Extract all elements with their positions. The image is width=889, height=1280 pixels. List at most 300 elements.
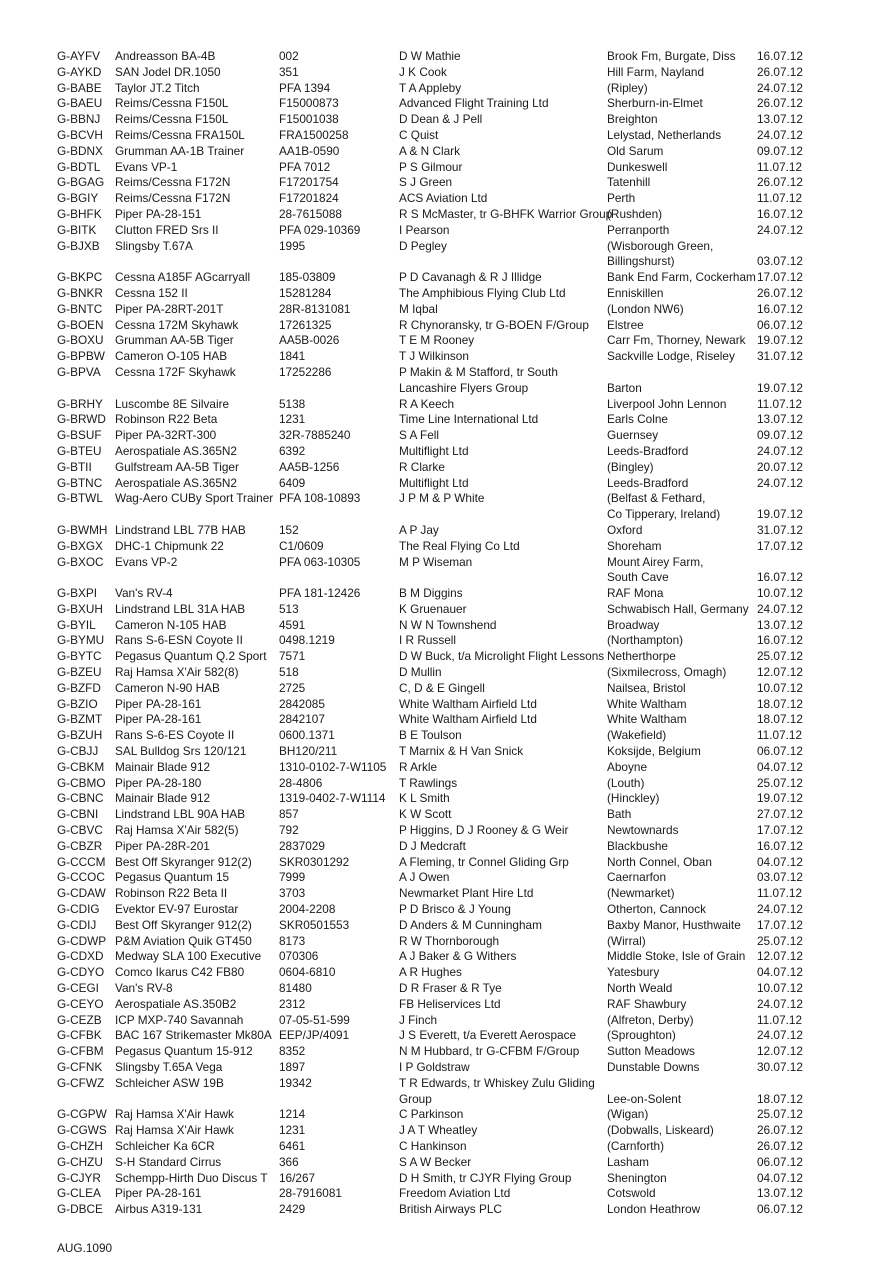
aircraft-type-cell: Raj Hamsa X'Air Hawk xyxy=(115,1107,234,1122)
location-cell: Nailsea, Bristol xyxy=(607,680,686,695)
location-cell: Perranporth xyxy=(607,222,670,237)
location-cell: Mount Airey Farm, South Cave xyxy=(607,554,704,585)
construction-number-cell: 17252286 xyxy=(279,364,332,379)
table-row xyxy=(57,665,817,681)
aircraft-type-cell: SAN Jodel DR.1050 xyxy=(115,64,221,79)
owner-cell: Newmarket Plant Hire Ltd xyxy=(399,886,534,901)
location-cell: London Heathrow xyxy=(607,1202,701,1217)
registration-cell: G-BZMT xyxy=(57,712,103,727)
location-cell: (Alfreton, Derby) xyxy=(607,1012,694,1027)
aircraft-type-cell: Airbus A319-131 xyxy=(115,1202,203,1217)
location-cell: (Bingley) xyxy=(607,459,654,474)
location-cell: Lee-on-Solent xyxy=(607,1091,682,1106)
table-row xyxy=(57,712,817,728)
construction-number-cell: 5138 xyxy=(279,396,306,411)
aircraft-type-cell: Robinson R22 Beta xyxy=(115,412,218,427)
registration-cell: G-BXGX xyxy=(57,538,103,553)
table-row xyxy=(57,239,817,271)
location-cell: Sutton Meadows xyxy=(607,1044,695,1059)
owner-cell: N W N Townshend xyxy=(399,617,497,632)
registration-cell: G-BKPC xyxy=(57,270,103,285)
location-cell: Liverpool John Lennon xyxy=(607,396,727,411)
registration-cell: G-BWMH xyxy=(57,522,108,537)
location-cell: Koksijde, Belgium xyxy=(607,744,701,759)
date-cell: 06.07.12 xyxy=(757,317,803,332)
table-row xyxy=(57,791,817,807)
location-cell: (Rushden) xyxy=(607,206,663,221)
aircraft-type-cell: Cameron N-105 HAB xyxy=(115,617,227,632)
table-row xyxy=(57,728,817,744)
construction-number-cell: BH120/211 xyxy=(279,744,338,759)
aircraft-type-cell: Grumman AA-5B Tiger xyxy=(115,333,234,348)
construction-number-cell: AA5B-1256 xyxy=(279,459,340,474)
location-cell: Middle Stoke, Isle of Grain xyxy=(607,949,746,964)
registration-cell: G-BRHY xyxy=(57,396,103,411)
date-cell: 10.07.12 xyxy=(757,586,803,601)
table-row xyxy=(57,318,817,334)
table-row xyxy=(57,349,817,365)
table-row xyxy=(57,997,817,1013)
owner-cell: Time Line International Ltd xyxy=(399,412,539,427)
registration-cell: G-CDAW xyxy=(57,886,106,901)
construction-number-cell: 32R-7885240 xyxy=(279,428,351,443)
location-cell: (Wirral) xyxy=(607,933,646,948)
owner-cell: C Quist xyxy=(399,127,439,142)
date-cell: 17.07.12 xyxy=(757,270,803,285)
date-cell: 18.07.12 xyxy=(757,696,803,711)
location-cell: RAF Mona xyxy=(607,586,664,601)
construction-number-cell: F15000873 xyxy=(279,96,339,111)
table-row xyxy=(57,744,817,760)
table-row xyxy=(57,207,817,223)
construction-number-cell: F15001038 xyxy=(279,112,339,127)
registration-cell: G-BSUF xyxy=(57,428,102,443)
construction-number-cell: 1319-0402-7-W1114 xyxy=(279,791,386,806)
date-cell: 25.07.12 xyxy=(757,933,803,948)
date-cell: 17.07.12 xyxy=(757,917,803,932)
location-cell: Tatenhill xyxy=(607,175,651,190)
date-cell: 11.07.12 xyxy=(757,191,803,206)
owner-cell: R W Thornborough xyxy=(399,933,500,948)
owner-cell: B E Toulson xyxy=(399,728,462,743)
owner-cell: T Marnix & H Van Snick xyxy=(399,744,524,759)
registration-cell: G-BYMU xyxy=(57,633,105,648)
date-cell: 25.07.12 xyxy=(757,1107,803,1122)
date-cell: 04.07.12 xyxy=(757,1170,803,1185)
date-cell: 13.07.12 xyxy=(757,617,803,632)
table-row xyxy=(57,1044,817,1060)
construction-number-cell: 1897 xyxy=(279,1060,306,1074)
location-cell: Otherton, Cannock xyxy=(607,902,707,917)
table-row xyxy=(57,697,817,713)
aircraft-type-cell: Raj Hamsa X'Air 582(5) xyxy=(115,823,239,838)
date-cell: 26.07.12 xyxy=(757,96,803,111)
aircraft-type-cell: Luscombe 8E Silvaire xyxy=(115,396,230,411)
registration-cell: G-CGPW xyxy=(57,1107,107,1122)
registration-cell: G-BNKR xyxy=(57,285,103,300)
date-cell: 24.07.12 xyxy=(757,80,803,95)
aircraft-type-cell: Cessna A185F AGcarryall xyxy=(115,270,251,285)
construction-number-cell: 1310-0102-7-W1105 xyxy=(279,759,387,774)
aircraft-type-cell: Reims/Cessna F172N xyxy=(115,191,231,206)
date-cell: 12.07.12 xyxy=(757,665,803,680)
registration-cell: G-BZUH xyxy=(57,728,103,743)
date-cell: 26.07.12 xyxy=(757,175,803,190)
registration-cell: G-BZIO xyxy=(57,696,98,711)
registration-cell: G-BXUH xyxy=(57,601,103,616)
aircraft-type-cell: Reims/Cessna FRA150L xyxy=(115,127,245,142)
table-row xyxy=(57,1028,817,1044)
construction-number-cell: 002 xyxy=(279,49,299,63)
registration-cell: G-CEZB xyxy=(57,1012,102,1027)
owner-cell: P S Gilmour xyxy=(399,159,463,174)
aircraft-type-cell: Reims/Cessna F150L xyxy=(115,112,229,127)
location-cell: Lelystad, Netherlands xyxy=(607,127,722,142)
owner-cell: P D Cavanagh & R J Illidge xyxy=(399,270,542,285)
table-row xyxy=(57,807,817,823)
owner-cell: C Parkinson xyxy=(399,1107,464,1122)
table-row xyxy=(57,902,817,918)
registration-cell: G-BJXB xyxy=(57,238,100,253)
registration-cell: G-BTWL xyxy=(57,491,103,506)
construction-number-cell: FRA1500258 xyxy=(279,127,349,142)
registration-cell: G-BABE xyxy=(57,80,102,95)
location-cell: Dunstable Downs xyxy=(607,1060,700,1074)
construction-number-cell: 6392 xyxy=(279,443,306,458)
construction-number-cell: 07-05-51-599 xyxy=(279,1012,350,1027)
date-cell: 31.07.12 xyxy=(757,522,803,537)
location-cell: Lasham xyxy=(607,1154,649,1169)
construction-number-cell: 2429 xyxy=(279,1202,306,1217)
table-row xyxy=(57,681,817,697)
location-cell: Old Sarum xyxy=(607,143,664,158)
location-cell: Brook Fm, Burgate, Diss xyxy=(607,49,736,63)
table-row xyxy=(57,144,817,160)
aircraft-type-cell: Piper PA-28-161 xyxy=(115,1186,202,1201)
date-cell: 27.07.12 xyxy=(757,807,803,822)
owner-cell: The Real Flying Co Ltd xyxy=(399,538,520,553)
date-cell: 24.07.12 xyxy=(757,222,803,237)
aircraft-type-cell: P&M Aviation Quik GT450 xyxy=(115,933,252,948)
table-row xyxy=(57,776,817,792)
owner-cell: ACS Aviation Ltd xyxy=(399,191,488,206)
table-row xyxy=(57,1123,817,1139)
date-cell: 06.07.12 xyxy=(757,1202,803,1217)
table-row xyxy=(57,223,817,239)
aircraft-type-cell: Cessna 152 II xyxy=(115,285,188,300)
table-row xyxy=(57,81,817,97)
construction-number-cell: 366 xyxy=(279,1154,299,1169)
owner-cell: R Clarke xyxy=(399,459,445,474)
construction-number-cell: 1231 xyxy=(279,1123,306,1138)
aircraft-type-cell: Raj Hamsa X'Air Hawk xyxy=(115,1123,234,1138)
aircraft-type-cell: Cessna 172F Skyhawk xyxy=(115,364,236,379)
location-cell: Broadway xyxy=(607,617,660,632)
construction-number-cell: 0498.1219 xyxy=(279,633,335,648)
location-cell: (Sixmilecross, Omagh) xyxy=(607,665,727,680)
table-row xyxy=(57,412,817,428)
owner-cell: P Higgins, D J Rooney & G Weir xyxy=(399,823,569,838)
owner-cell: J K Cook xyxy=(399,64,447,79)
registration-cell: G-BPBW xyxy=(57,349,105,364)
table-row xyxy=(57,965,817,981)
date-cell: 24.07.12 xyxy=(757,601,803,616)
table-row xyxy=(57,191,817,207)
owner-cell: P Makin & M Stafford, tr South Lancashire Flyers Group xyxy=(399,364,558,395)
construction-number-cell: F17201824 xyxy=(279,191,339,206)
owner-cell: R A Keech xyxy=(399,396,455,411)
date-cell: 17.07.12 xyxy=(757,538,803,553)
date-cell: 11.07.12 xyxy=(757,886,803,901)
construction-number-cell: 81480 xyxy=(279,981,312,996)
location-cell: (Louth) xyxy=(607,775,645,790)
table-row xyxy=(57,981,817,997)
date-cell: 06.07.12 xyxy=(757,744,803,759)
aircraft-type-cell: Mainair Blade 912 xyxy=(115,791,211,806)
location-cell: White Waltham xyxy=(607,696,687,711)
owner-cell: P D Brisco & J Young xyxy=(399,902,511,917)
registration-cell: G-CDWP xyxy=(57,933,107,948)
table-row xyxy=(57,934,817,950)
registration-cell: G-BHFK xyxy=(57,206,102,221)
location-cell: Bank End Farm, Cockerham xyxy=(607,270,756,285)
registration-cell: G-BXOC xyxy=(57,554,104,569)
aircraft-type-cell: Cameron N-90 HAB xyxy=(115,680,220,695)
owner-cell: N M Hubbard, tr G-CFBM F/Group xyxy=(399,1044,580,1059)
owner-cell: D Anders & M Cunningham xyxy=(399,917,542,932)
registration-cell: G-BITK xyxy=(57,222,97,237)
owner-cell: D Pegley xyxy=(399,238,447,253)
construction-number-cell: 28R-8131081 xyxy=(279,301,351,316)
table-row xyxy=(57,618,817,634)
registration-cell: G-CBNC xyxy=(57,791,104,806)
location-cell: Sherburn-in-Elmet xyxy=(607,96,703,111)
owner-cell: T R Edwards, tr Whiskey Zulu Gliding Group xyxy=(399,1075,595,1106)
date-cell: 06.07.12 xyxy=(757,1154,803,1169)
aircraft-type-cell: Piper PA-28-161 xyxy=(115,712,202,727)
date-cell: 04.07.12 xyxy=(757,759,803,774)
location-cell: RAF Shawbury xyxy=(607,996,687,1011)
construction-number-cell: 351 xyxy=(279,64,299,79)
construction-number-cell: 2842107 xyxy=(279,712,325,727)
table-row xyxy=(57,1202,817,1218)
owner-cell: D W Buck, t/a Microlight Flight Lessons xyxy=(399,649,605,664)
owner-cell: J A T Wheatley xyxy=(399,1123,478,1138)
location-cell: Schwabisch Hall, Germany xyxy=(607,601,749,616)
registration-cell: G-CFBM xyxy=(57,1044,104,1059)
registration-cell: G-BPVA xyxy=(57,364,101,379)
table-row xyxy=(57,491,817,523)
table-row xyxy=(57,270,817,286)
table-row xyxy=(57,649,817,665)
aircraft-type-cell: Van's RV-8 xyxy=(115,981,173,996)
table-row xyxy=(57,1107,817,1123)
aircraft-type-cell: Evektor EV-97 Eurostar xyxy=(115,902,239,917)
aircraft-type-cell: Slingsby T.67A xyxy=(115,238,193,253)
aircraft-type-cell: Schleicher Ka 6CR xyxy=(115,1138,215,1153)
date-cell: 26.07.12 xyxy=(757,1123,803,1138)
table-row xyxy=(57,65,817,81)
aircraft-type-cell: Schleicher ASW 19B xyxy=(115,1075,224,1090)
location-cell: (Ripley) xyxy=(607,80,648,95)
construction-number-cell: 16/267 xyxy=(279,1170,316,1185)
construction-number-cell: 4591 xyxy=(279,617,306,632)
owner-cell: D R Fraser & R Tye xyxy=(399,981,502,996)
table-row xyxy=(57,175,817,191)
registration-cell: G-BGIY xyxy=(57,191,99,206)
aircraft-type-cell: Evans VP-1 xyxy=(115,159,178,174)
date-cell: 26.07.12 xyxy=(757,1138,803,1153)
registration-cell: G-BTNC xyxy=(57,475,103,490)
construction-number-cell: 185-03809 xyxy=(279,270,336,285)
construction-number-cell: 28-7615088 xyxy=(279,206,342,221)
location-cell: Breighton xyxy=(607,112,658,127)
construction-number-cell: F17201754 xyxy=(279,175,339,190)
location-cell: Carr Fm, Thorney, Newark xyxy=(607,333,746,348)
owner-cell: A Fleming, tr Connel Gliding Grp xyxy=(399,854,569,869)
construction-number-cell: 6461 xyxy=(279,1138,306,1153)
registration-cell: G-CDIG xyxy=(57,902,100,917)
owner-cell: R Chynoransky, tr G-BOEN F/Group xyxy=(399,317,589,332)
location-cell: Guernsey xyxy=(607,428,659,443)
table-row xyxy=(57,1060,817,1076)
date-cell: 26.07.12 xyxy=(757,64,803,79)
table-row xyxy=(57,760,817,776)
location-cell: Barton xyxy=(607,380,642,395)
registration-cell: G-CFBK xyxy=(57,1028,102,1043)
registration-cell: G-CDIJ xyxy=(57,917,97,932)
date-cell: 11.07.12 xyxy=(757,159,803,174)
date-cell: 09.07.12 xyxy=(757,143,803,158)
date-cell: 11.07.12 xyxy=(757,728,803,743)
owner-cell: FB Heliservices Ltd xyxy=(399,996,501,1011)
date-cell: 16.07.12 xyxy=(757,633,803,648)
location-cell: (London NW6) xyxy=(607,301,684,316)
table-row xyxy=(57,839,817,855)
owner-cell: C Hankinson xyxy=(399,1138,467,1153)
date-cell: 16.07.12 xyxy=(757,49,803,63)
table-row xyxy=(57,333,817,349)
owner-cell: I Pearson xyxy=(399,222,450,237)
construction-number-cell: 3703 xyxy=(279,886,306,901)
table-row xyxy=(57,365,817,397)
owner-cell: White Waltham Airfield Ltd xyxy=(399,696,537,711)
construction-number-cell: 17261325 xyxy=(279,317,332,332)
owner-cell: D H Smith, tr CJYR Flying Group xyxy=(399,1170,572,1185)
aircraft-type-cell: Andreasson BA-4B xyxy=(115,49,216,63)
owner-cell: Advanced Flight Training Ltd xyxy=(399,96,549,111)
date-cell: 26.07.12 xyxy=(757,285,803,300)
registration-cell: G-BAEU xyxy=(57,96,103,111)
aircraft-type-cell: Reims/Cessna F150L xyxy=(115,96,229,111)
registration-cell: G-BZFD xyxy=(57,680,101,695)
table-row xyxy=(57,112,817,128)
date-cell: 11.07.12 xyxy=(757,396,803,411)
date-cell: 20.07.12 xyxy=(757,459,803,474)
registration-cell: G-CHZH xyxy=(57,1138,103,1153)
aircraft-type-cell: Van's RV-4 xyxy=(115,586,173,601)
date-cell: 30.07.12 xyxy=(757,1060,803,1074)
construction-number-cell: 8352 xyxy=(279,1044,306,1059)
owner-cell: K Gruenauer xyxy=(399,601,467,616)
owner-cell: D Dean & J Pell xyxy=(399,112,483,127)
registration-cell: G-BRWD xyxy=(57,412,106,427)
date-cell: 16.07.12 xyxy=(757,301,803,316)
location-cell: Shoreham xyxy=(607,538,662,553)
construction-number-cell: 792 xyxy=(279,823,299,838)
construction-number-cell: 19342 xyxy=(279,1075,312,1090)
location-cell: Dunkeswell xyxy=(607,159,668,174)
location-cell: (Belfast & Fethard, Co Tipperary, Ireland) xyxy=(607,491,721,522)
registration-cell: G-CBNI xyxy=(57,807,99,822)
construction-number-cell: EEP/JP/4091 xyxy=(279,1028,350,1043)
date-cell: 12.07.12 xyxy=(757,1044,803,1059)
date-cell: 16.07.12 xyxy=(757,838,803,853)
location-cell: (Wisborough Green, Billingshurst) xyxy=(607,238,714,269)
registration-cell: G-CBJJ xyxy=(57,744,99,759)
table-row xyxy=(57,397,817,413)
owner-cell: A J Baker & G Withers xyxy=(399,949,517,964)
owner-cell: Freedom Aviation Ltd xyxy=(399,1186,511,1201)
owner-cell: I R Russell xyxy=(399,633,457,648)
location-cell: (Sproughton) xyxy=(607,1028,676,1043)
registration-cell: G-BBNJ xyxy=(57,112,101,127)
date-cell: 13.07.12 xyxy=(757,412,803,427)
owner-cell: The Amphibious Flying Club Ltd xyxy=(399,285,566,300)
location-cell: Blackbushe xyxy=(607,838,668,853)
construction-number-cell: SKR0501553 xyxy=(279,917,350,932)
aircraft-type-cell: Best Off Skyranger 912(2) xyxy=(115,917,252,932)
location-cell: Aboyne xyxy=(607,759,648,774)
location-cell: Enniskillen xyxy=(607,285,664,300)
aircraft-type-cell: Rans S-6-ESN Coyote II xyxy=(115,633,243,648)
construction-number-cell: 28-7916081 xyxy=(279,1186,342,1201)
date-cell: 18.07.12 xyxy=(757,712,803,727)
date-cell: 24.07.12 xyxy=(757,902,803,917)
owner-cell: M P Wiseman xyxy=(399,554,473,569)
registration-cell: G-CBZR xyxy=(57,838,103,853)
location-cell: Leeds-Bradford xyxy=(607,443,689,458)
date-cell: 16.07.12 xyxy=(757,570,803,585)
date-cell: 18.07.12 xyxy=(757,1091,803,1106)
aircraft-type-cell: Piper PA-32RT-300 xyxy=(115,428,217,443)
table-row xyxy=(57,1155,817,1171)
registration-cell: G-CEGI xyxy=(57,981,99,996)
registration-cell: G-CBMO xyxy=(57,775,106,790)
owner-cell: A R Hughes xyxy=(399,965,462,980)
aircraft-type-cell: Lindstrand LBL 90A HAB xyxy=(115,807,246,822)
table-row xyxy=(57,586,817,602)
location-cell: Elstree xyxy=(607,317,644,332)
location-cell: Caernarfon xyxy=(607,870,667,885)
registration-cell: G-BCVH xyxy=(57,127,103,142)
table-row xyxy=(57,428,817,444)
aircraft-type-cell: Cameron O-105 HAB xyxy=(115,349,228,364)
registration-cell: G-BGAG xyxy=(57,175,105,190)
registration-cell: G-BXPI xyxy=(57,586,97,601)
construction-number-cell: AA1B-0590 xyxy=(279,143,340,158)
construction-number-cell: 857 xyxy=(279,807,299,822)
aircraft-type-cell: S-H Standard Cirrus xyxy=(115,1154,222,1169)
location-cell: Perth xyxy=(607,191,636,206)
owner-cell: T J Wilkinson xyxy=(399,349,469,364)
construction-number-cell: 518 xyxy=(279,665,299,680)
location-cell: Oxford xyxy=(607,522,643,537)
date-cell: 03.07.12 xyxy=(757,870,803,885)
registration-cell: G-CJYR xyxy=(57,1170,101,1185)
location-cell: Netherthorpe xyxy=(607,649,676,664)
owner-cell: J S Everett, t/a Everett Aerospace xyxy=(399,1028,577,1043)
